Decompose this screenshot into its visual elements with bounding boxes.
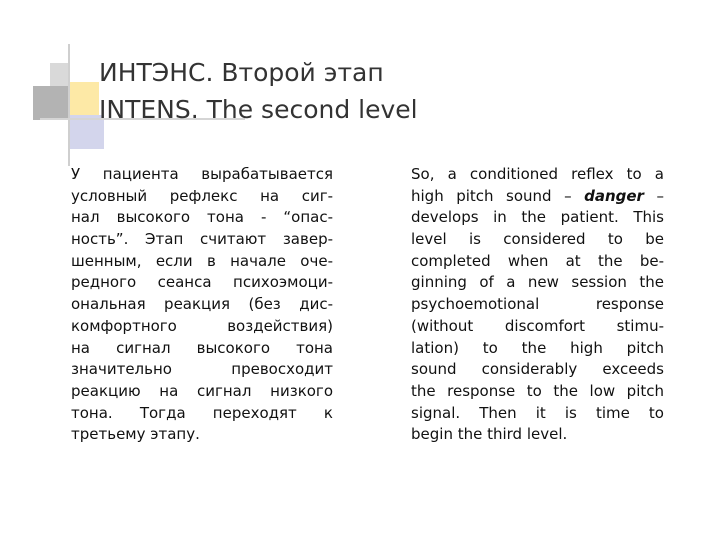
text-line: на сигнал высокого тона	[71, 338, 333, 357]
text-line: нал высокого тона - “опас-	[71, 208, 333, 227]
emphasis-danger: danger	[584, 186, 644, 205]
text-line: sound considerably exceeds	[411, 360, 664, 379]
text-line: signal. Then it is time to	[411, 403, 664, 422]
text-line: реакцию на сигнал низкого	[71, 381, 333, 400]
text-line: develops in the patient. This	[411, 208, 664, 227]
slide-title	[99, 54, 418, 128]
text-line: третьему этапу.	[71, 425, 200, 444]
text-line: (without discomfort stimu-	[411, 316, 664, 335]
text-line: psychoemotional response	[411, 295, 664, 314]
text-line: тона. Тогда переходят к	[71, 403, 333, 422]
deco-square-light-gray	[50, 63, 69, 86]
title-english: INTENS. The second level	[99, 95, 418, 124]
text-line: begin the third level.	[411, 425, 568, 444]
text-line: условный рефлекс на сиг-	[71, 186, 333, 205]
deco-square-gray	[33, 86, 70, 120]
text-line: the response to the low pitch	[411, 381, 664, 400]
text-line: шенным, если в начале оче-	[71, 251, 333, 270]
text-line: level is considered to be	[411, 230, 664, 249]
text-line: ональная реакция (без дис-	[71, 295, 333, 314]
text-line: completed when at the be-	[411, 251, 664, 270]
text-line-with-emphasis	[411, 186, 664, 208]
text-line: So, a conditioned reflex to a	[411, 165, 664, 183]
text-line: комфортного воздействия)	[71, 316, 333, 335]
deco-vertical-line	[68, 44, 70, 166]
russian-text-column	[71, 164, 333, 446]
deco-square-yellow	[69, 82, 99, 115]
text-line: lation) to the high pitch	[411, 338, 664, 357]
text-before-emphasis: high pitch sound –	[411, 186, 585, 205]
text-line: ность”. Этап считают завер-	[71, 230, 333, 249]
text-line: У пациента вырабатывается	[71, 165, 333, 183]
text-line: редного сеанса психоэмоци-	[71, 273, 333, 292]
text-line: значительно превосходит	[71, 360, 333, 379]
text-after-emphasis: –	[643, 186, 664, 205]
text-line: ginning of a new session the	[411, 273, 664, 292]
english-text-column	[411, 164, 664, 446]
title-russian: ИНТЭНС. Второй этап	[99, 58, 384, 87]
